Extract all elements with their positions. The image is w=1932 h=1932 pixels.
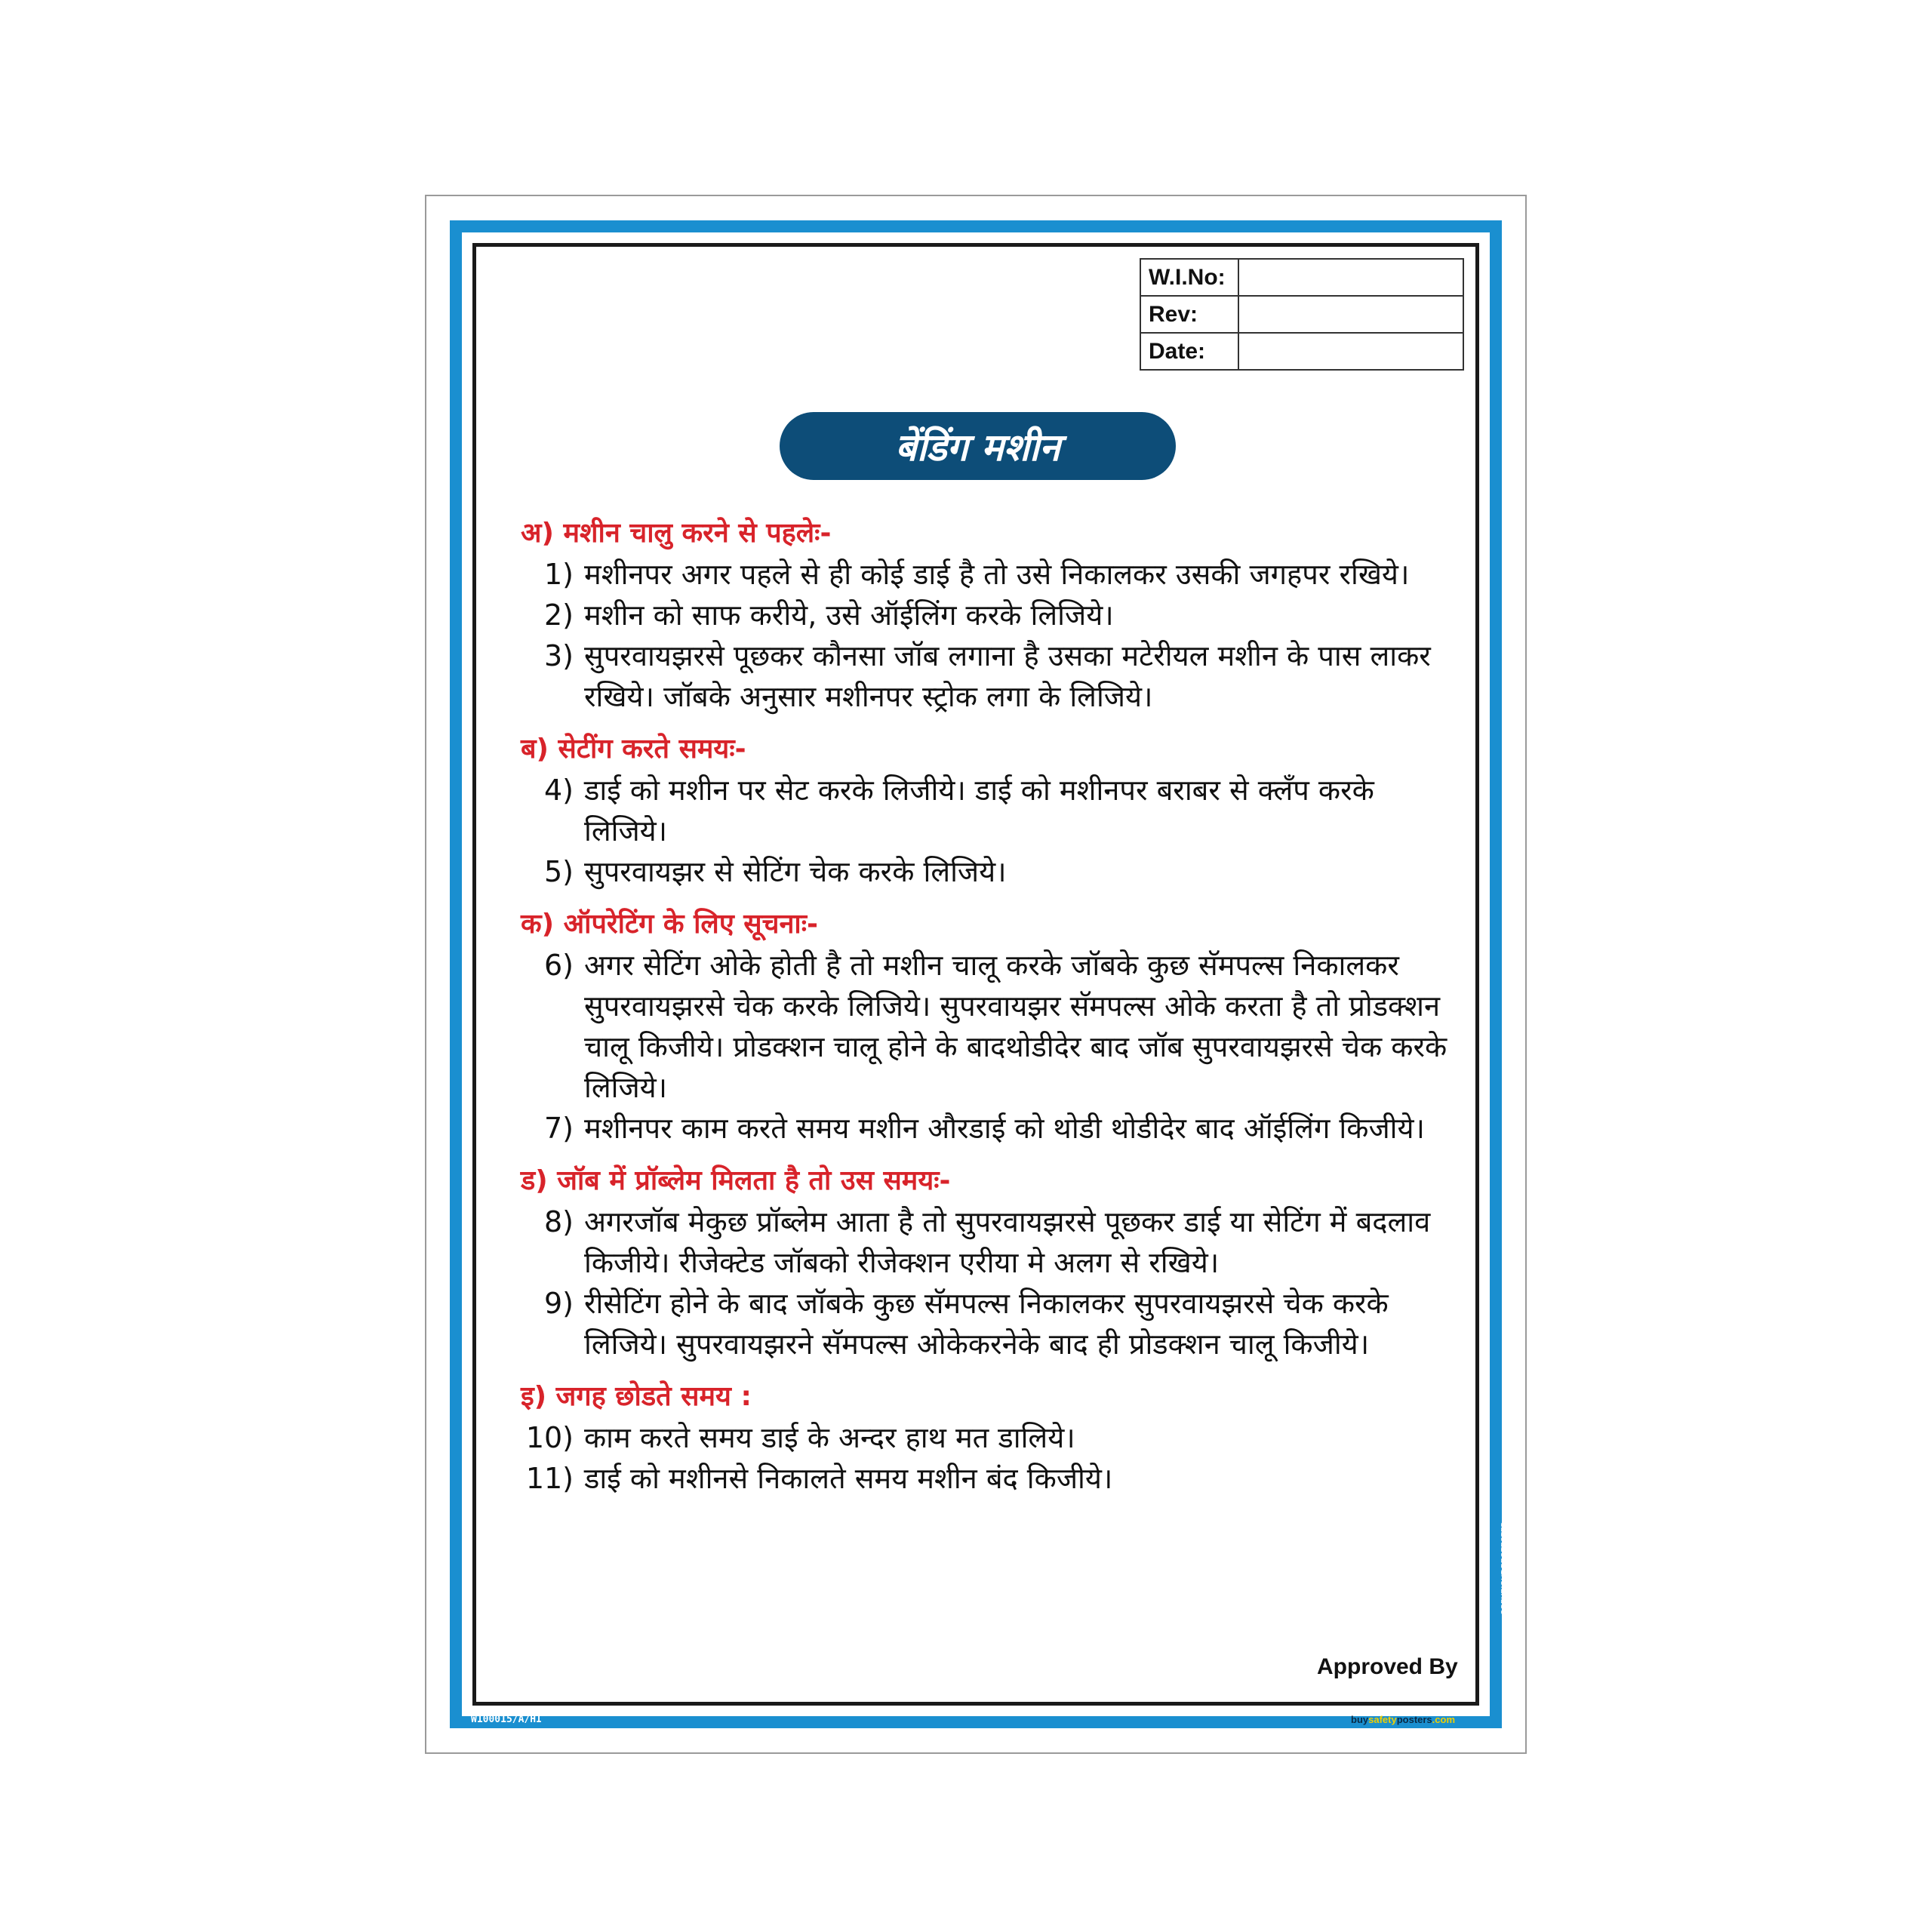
instruction-item <box>498 851 1457 892</box>
instruction-text: सुपरवायझरसे पूछकर कौनसा जॉब लगाना है उसका मटेरीयल मशीन के पास लाकर रखिये। जॉबके अनुसार मशीनपर स्ट्रोक लगा के लिजिये। <box>584 639 1431 713</box>
website-part-1: buy <box>1351 1714 1369 1725</box>
approved-by-label: Approved By <box>1317 1654 1458 1679</box>
wi-number-field <box>1238 259 1463 296</box>
instruction-item <box>498 1283 1457 1364</box>
section-heading: इ) जगह छोडते समय : <box>521 1381 752 1412</box>
rev-label: Rev: <box>1140 296 1238 333</box>
poster-title: बेंडिंग मशीन <box>780 412 1176 480</box>
instruction-text: डाई को मशीनसे निकालते समय मशीन बंद किजीये। <box>584 1462 1113 1495</box>
instruction-number: 8) <box>543 1205 574 1238</box>
instruction-number: 10) <box>525 1421 574 1454</box>
website-label <box>1351 1714 1455 1725</box>
instruction-text: मशीनपर अगर पहले से ही कोई डाई है तो उसे निकालकर उसकी जगहपर रखिये। <box>584 558 1410 591</box>
date-row <box>1140 333 1463 370</box>
instruction-number: 1) <box>543 558 574 591</box>
section-gap <box>498 1149 1457 1161</box>
date-field <box>1238 333 1463 370</box>
instruction-number: 4) <box>543 774 574 807</box>
section-heading: अ) मशीन चालु करने से पहलेः- <box>521 518 832 549</box>
instruction-item <box>498 595 1457 635</box>
instruction-text: मशीन को साफ करीये, उसे ऑईलिंग करके लिजिये। <box>584 598 1114 632</box>
wi-number-label: W.I.No: <box>1140 259 1238 296</box>
instruction-item <box>498 1201 1457 1283</box>
rev-row <box>1140 296 1463 333</box>
instructions-body <box>498 513 1457 1499</box>
instruction-text: अगर सेटिंग ओके होती है तो मशीन चालू करके जॉबके कुछ सॅमपल्स निकालकर सुपरवायझरसे चेक करके लिजिये। सुपरवायझर सॅमपल्स ओके करता है तो प्रोडक्शन चालू किजीये। प्रोडक्शन चालू होने के बादथोडीदेर बाद जॉब सुपरवायझरसे चेक करके लिजिये। <box>584 949 1447 1104</box>
date-label: Date: <box>1140 333 1238 370</box>
instruction-text: डाई को मशीन पर सेट करके लिजीये। डाई को मशीनपर बराबर से क्लँप करके लिजिये। <box>584 774 1374 848</box>
instruction-text: सुपरवायझर से सेटिंग चेक करके लिजिये। <box>584 855 1007 888</box>
section-heading: ड) जॉब में प्रॉब्लेम मिलता है तो उस समयः- <box>521 1165 951 1196</box>
website-part-4: .com <box>1432 1714 1456 1725</box>
instruction-item <box>498 1458 1457 1499</box>
section-heading: ब) सेटींग करते समयः- <box>521 734 746 764</box>
website-part-2: safety <box>1368 1714 1397 1725</box>
website-part-3: posters <box>1396 1714 1432 1725</box>
instruction-text: मशीनपर काम करते समय मशीन औरडाई को थोडी थोडीदेर बाद ऑईलिंग किजीये। <box>584 1112 1425 1145</box>
instruction-text: रीसेटिंग होने के बाद जॉबके कुछ सॅमपल्स निकालकर सुपरवायझरसे चेक करके लिजिये। सुपरवायझरने सॅमपल्स ओकेकरनेके बाद ही प्रोडक्शन चालू किजीये। <box>584 1287 1389 1361</box>
instruction-text: काम करते समय डाई के अन्दर हाथ मत डालिये। <box>584 1421 1075 1454</box>
document-info-table <box>1140 258 1464 371</box>
instruction-item <box>498 770 1457 851</box>
rev-field <box>1238 296 1463 333</box>
instruction-item <box>498 945 1457 1108</box>
instruction-number: 6) <box>543 949 574 982</box>
instruction-item <box>498 1417 1457 1458</box>
document-code: W100015/A/HI <box>471 1714 542 1725</box>
instruction-item <box>498 554 1457 595</box>
instruction-number: 3) <box>543 639 574 672</box>
instruction-item <box>498 1108 1457 1149</box>
section-heading: क) ऑपरेटिंग के लिए सूचनाः- <box>521 909 818 940</box>
instruction-number: 9) <box>543 1287 574 1320</box>
instruction-item <box>498 635 1457 717</box>
instruction-number: 11) <box>525 1462 574 1495</box>
instruction-number: 7) <box>543 1112 574 1145</box>
instruction-number: 5) <box>543 855 574 888</box>
copyright-notice: COPYRIGHT PROTECTED <box>1500 1521 1509 1615</box>
section-gap <box>498 1364 1457 1377</box>
section-gap <box>498 717 1457 729</box>
section-gap <box>498 892 1457 904</box>
wi-number-row <box>1140 259 1463 296</box>
instruction-number: 2) <box>543 598 574 632</box>
instruction-text: अगरजॉब मेकुछ प्रॉब्लेम आता है तो सुपरवायझरसे पूछकर डाई या सेटिंग में बदलाव किजीये। रीजेक्टेड जॉबको रीजेक्शन एरीया मे अलग से रखिये। <box>584 1205 1431 1279</box>
